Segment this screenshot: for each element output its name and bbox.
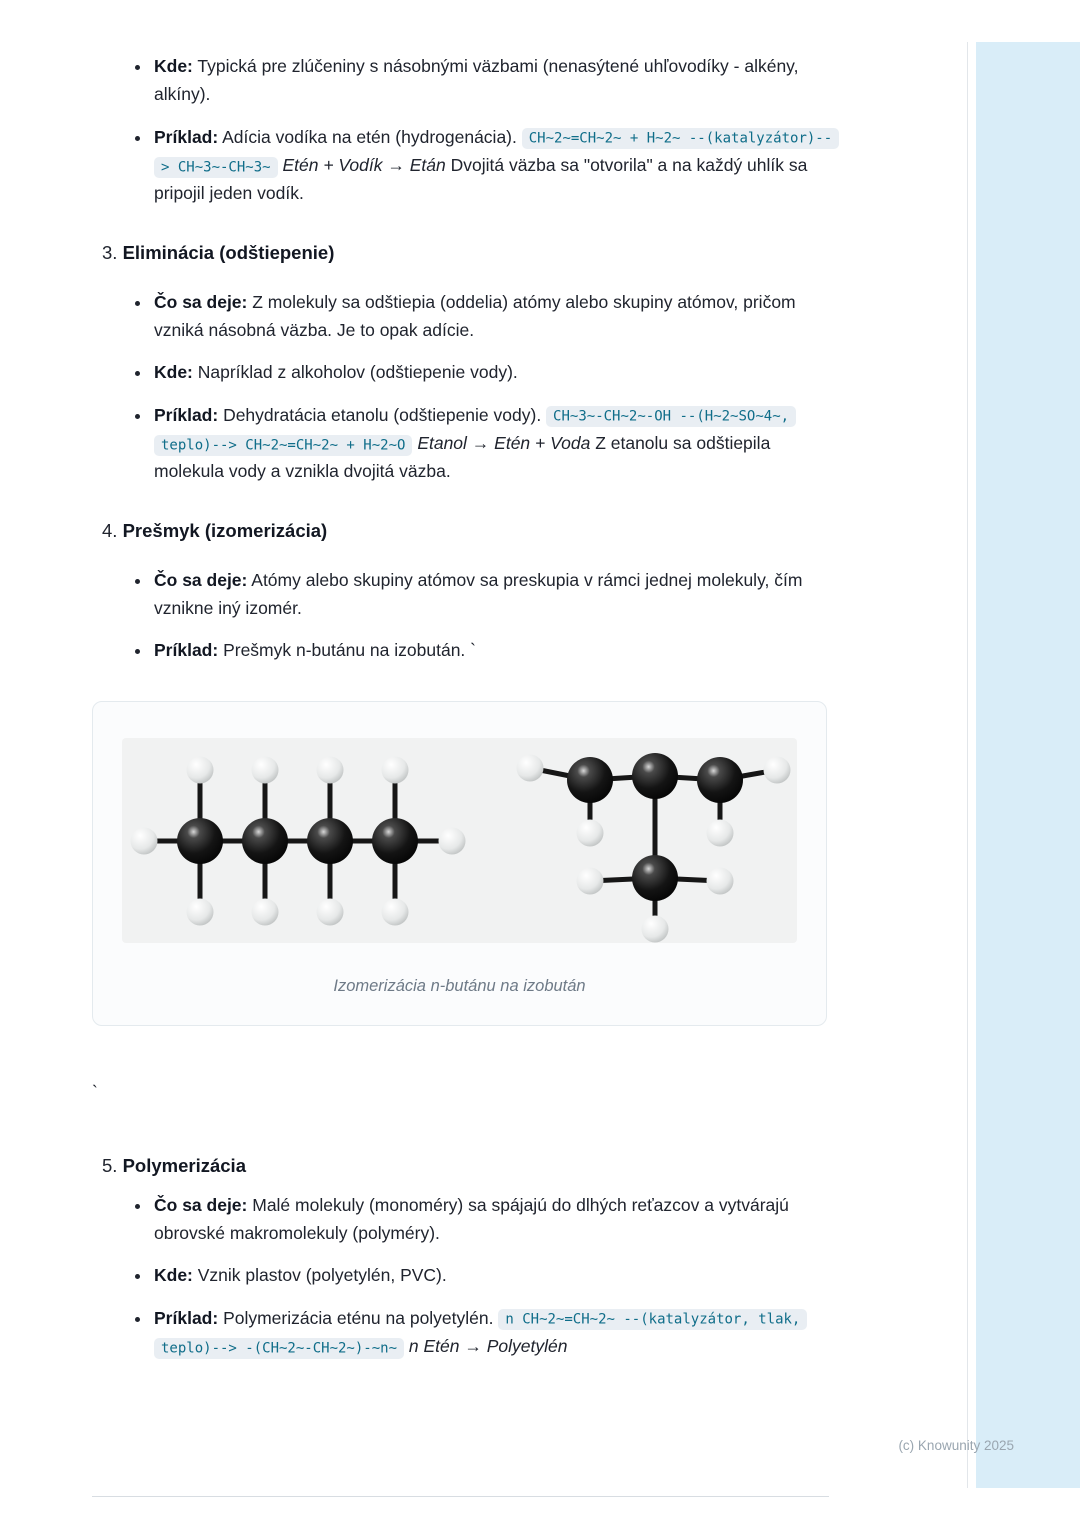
bullet-label: Čo sa deje: bbox=[154, 291, 248, 312]
bullet-label: Čo sa deje: bbox=[154, 1194, 248, 1215]
section-title: Eliminácia (odštiepenie) bbox=[122, 241, 335, 263]
bullet-label: Príklad: bbox=[154, 126, 219, 147]
section-number: 3. bbox=[102, 241, 118, 263]
reaction-summary: n Etén → Polyetylén bbox=[408, 1336, 568, 1357]
adicia-bullet-list bbox=[100, 52, 837, 208]
section-divider bbox=[92, 1496, 829, 1497]
section-title: Prešmyk (izomerizácia) bbox=[122, 519, 328, 541]
bullet-label: Kde: bbox=[154, 362, 193, 383]
bullet-label: Čo sa deje: bbox=[154, 569, 248, 590]
bullet-text: Napríklad z alkoholov (odštiepenie vody). bbox=[192, 362, 518, 383]
list-item bbox=[152, 636, 837, 664]
bullet-text: Atómy alebo skupiny atómov sa preskupia v rámci jednej molekuly, čím vznikne iný izomér. bbox=[154, 569, 803, 619]
bullet-text: Adícia vodíka na etén (hydrogenácia). bbox=[218, 126, 522, 147]
hydrogen-atoms bbox=[131, 754, 791, 942]
copyright-notice: (c) Knowunity 2025 bbox=[898, 1438, 1014, 1453]
section-heading-presmyk bbox=[102, 516, 837, 546]
chem-equation-code: n CH~2~=CH~2~ --(katalyzátor, tlak, teplo)--> -(CH~2~-CH~2~)-~n~ bbox=[154, 1309, 807, 1358]
section-number: 4. bbox=[102, 519, 118, 541]
figure-card bbox=[92, 701, 827, 1027]
bullet-label: Kde: bbox=[154, 1265, 193, 1286]
presmyk-bullet-list bbox=[100, 566, 837, 665]
section-title: Polymerizácia bbox=[122, 1154, 246, 1176]
list-item bbox=[152, 566, 837, 623]
bullet-text: Z etanolu sa odštiepila molekula vody a vznikla dvojitá väzba. bbox=[154, 433, 771, 482]
reaction-summary: Etén + Vodík → Etán bbox=[282, 155, 446, 176]
bullet-text: Malé molekuly (monoméry) sa spájajú do dlhých reťazcov a vytvárajú obrovské makromolekuly (polyméry). bbox=[154, 1194, 789, 1244]
eliminacia-bullet-list bbox=[100, 288, 837, 486]
list-item bbox=[152, 1304, 837, 1361]
list-item bbox=[152, 1261, 837, 1289]
list-item bbox=[152, 52, 837, 109]
notes-document bbox=[92, 52, 837, 1391]
bullet-text: Typická pre zlúčeniny s násobnými väzbami (nenasýtené uhľovodíky - alkény, alkíny). bbox=[154, 56, 799, 105]
figure-caption-text: Izomerizácia n-butánu na izobután bbox=[333, 976, 586, 995]
molecule-image bbox=[122, 738, 797, 943]
list-item bbox=[152, 288, 837, 345]
bullet-label: Príklad: bbox=[154, 640, 219, 661]
bullet-text: Z molekuly sa odštiepia (oddelia) atómy alebo skupiny atómov, pričom vzniká násobná väzba. Je to opak adície. bbox=[154, 291, 796, 341]
bullet-text: Dehydratácia etanolu (odštiepenie vody). bbox=[218, 404, 547, 425]
molecule-structure-image bbox=[122, 738, 797, 943]
bullet-label: Príklad: bbox=[154, 404, 219, 425]
bullet-label: Príklad: bbox=[154, 1307, 219, 1328]
chem-equation-code: CH~3~-CH~2~-OH --(H~2~SO~4~, teplo)--> CH~2~=CH~2~ + H~2~O bbox=[154, 406, 796, 455]
figure-caption bbox=[93, 973, 826, 1000]
bullet-text: Prešmyk n-butánu na izobután. ` bbox=[218, 640, 476, 661]
list-item bbox=[152, 358, 837, 386]
reaction-summary: Etanol → Etén + Voda bbox=[417, 433, 591, 454]
polymerizacia-bullet-list bbox=[100, 1191, 837, 1361]
section-number: 5. bbox=[102, 1154, 118, 1176]
section-heading-eliminacia bbox=[102, 238, 837, 268]
right-accent-stripe bbox=[976, 42, 1080, 1488]
bullet-text: Polymerizácia eténu na polyetylén. bbox=[218, 1307, 499, 1328]
page-edge-line bbox=[967, 42, 968, 1488]
bullet-text: Vznik plastov (polyetylén, PVC). bbox=[192, 1265, 447, 1286]
bullet-label: Kde: bbox=[154, 56, 193, 76]
list-item bbox=[152, 401, 837, 486]
list-item bbox=[152, 1191, 837, 1248]
section-heading-polymerizacia bbox=[102, 1151, 837, 1181]
bullet-text: Dvojitá väzba sa "otvorila" a na každý uhlík sa pripojil jeden vodík. bbox=[154, 155, 808, 204]
list-item bbox=[152, 123, 837, 208]
chem-equation-code: CH~2~=CH~2~ + H~2~ --(katalyzátor)--> CH~3~-CH~3~ bbox=[154, 128, 839, 177]
stray-backtick: ` bbox=[92, 1082, 98, 1103]
